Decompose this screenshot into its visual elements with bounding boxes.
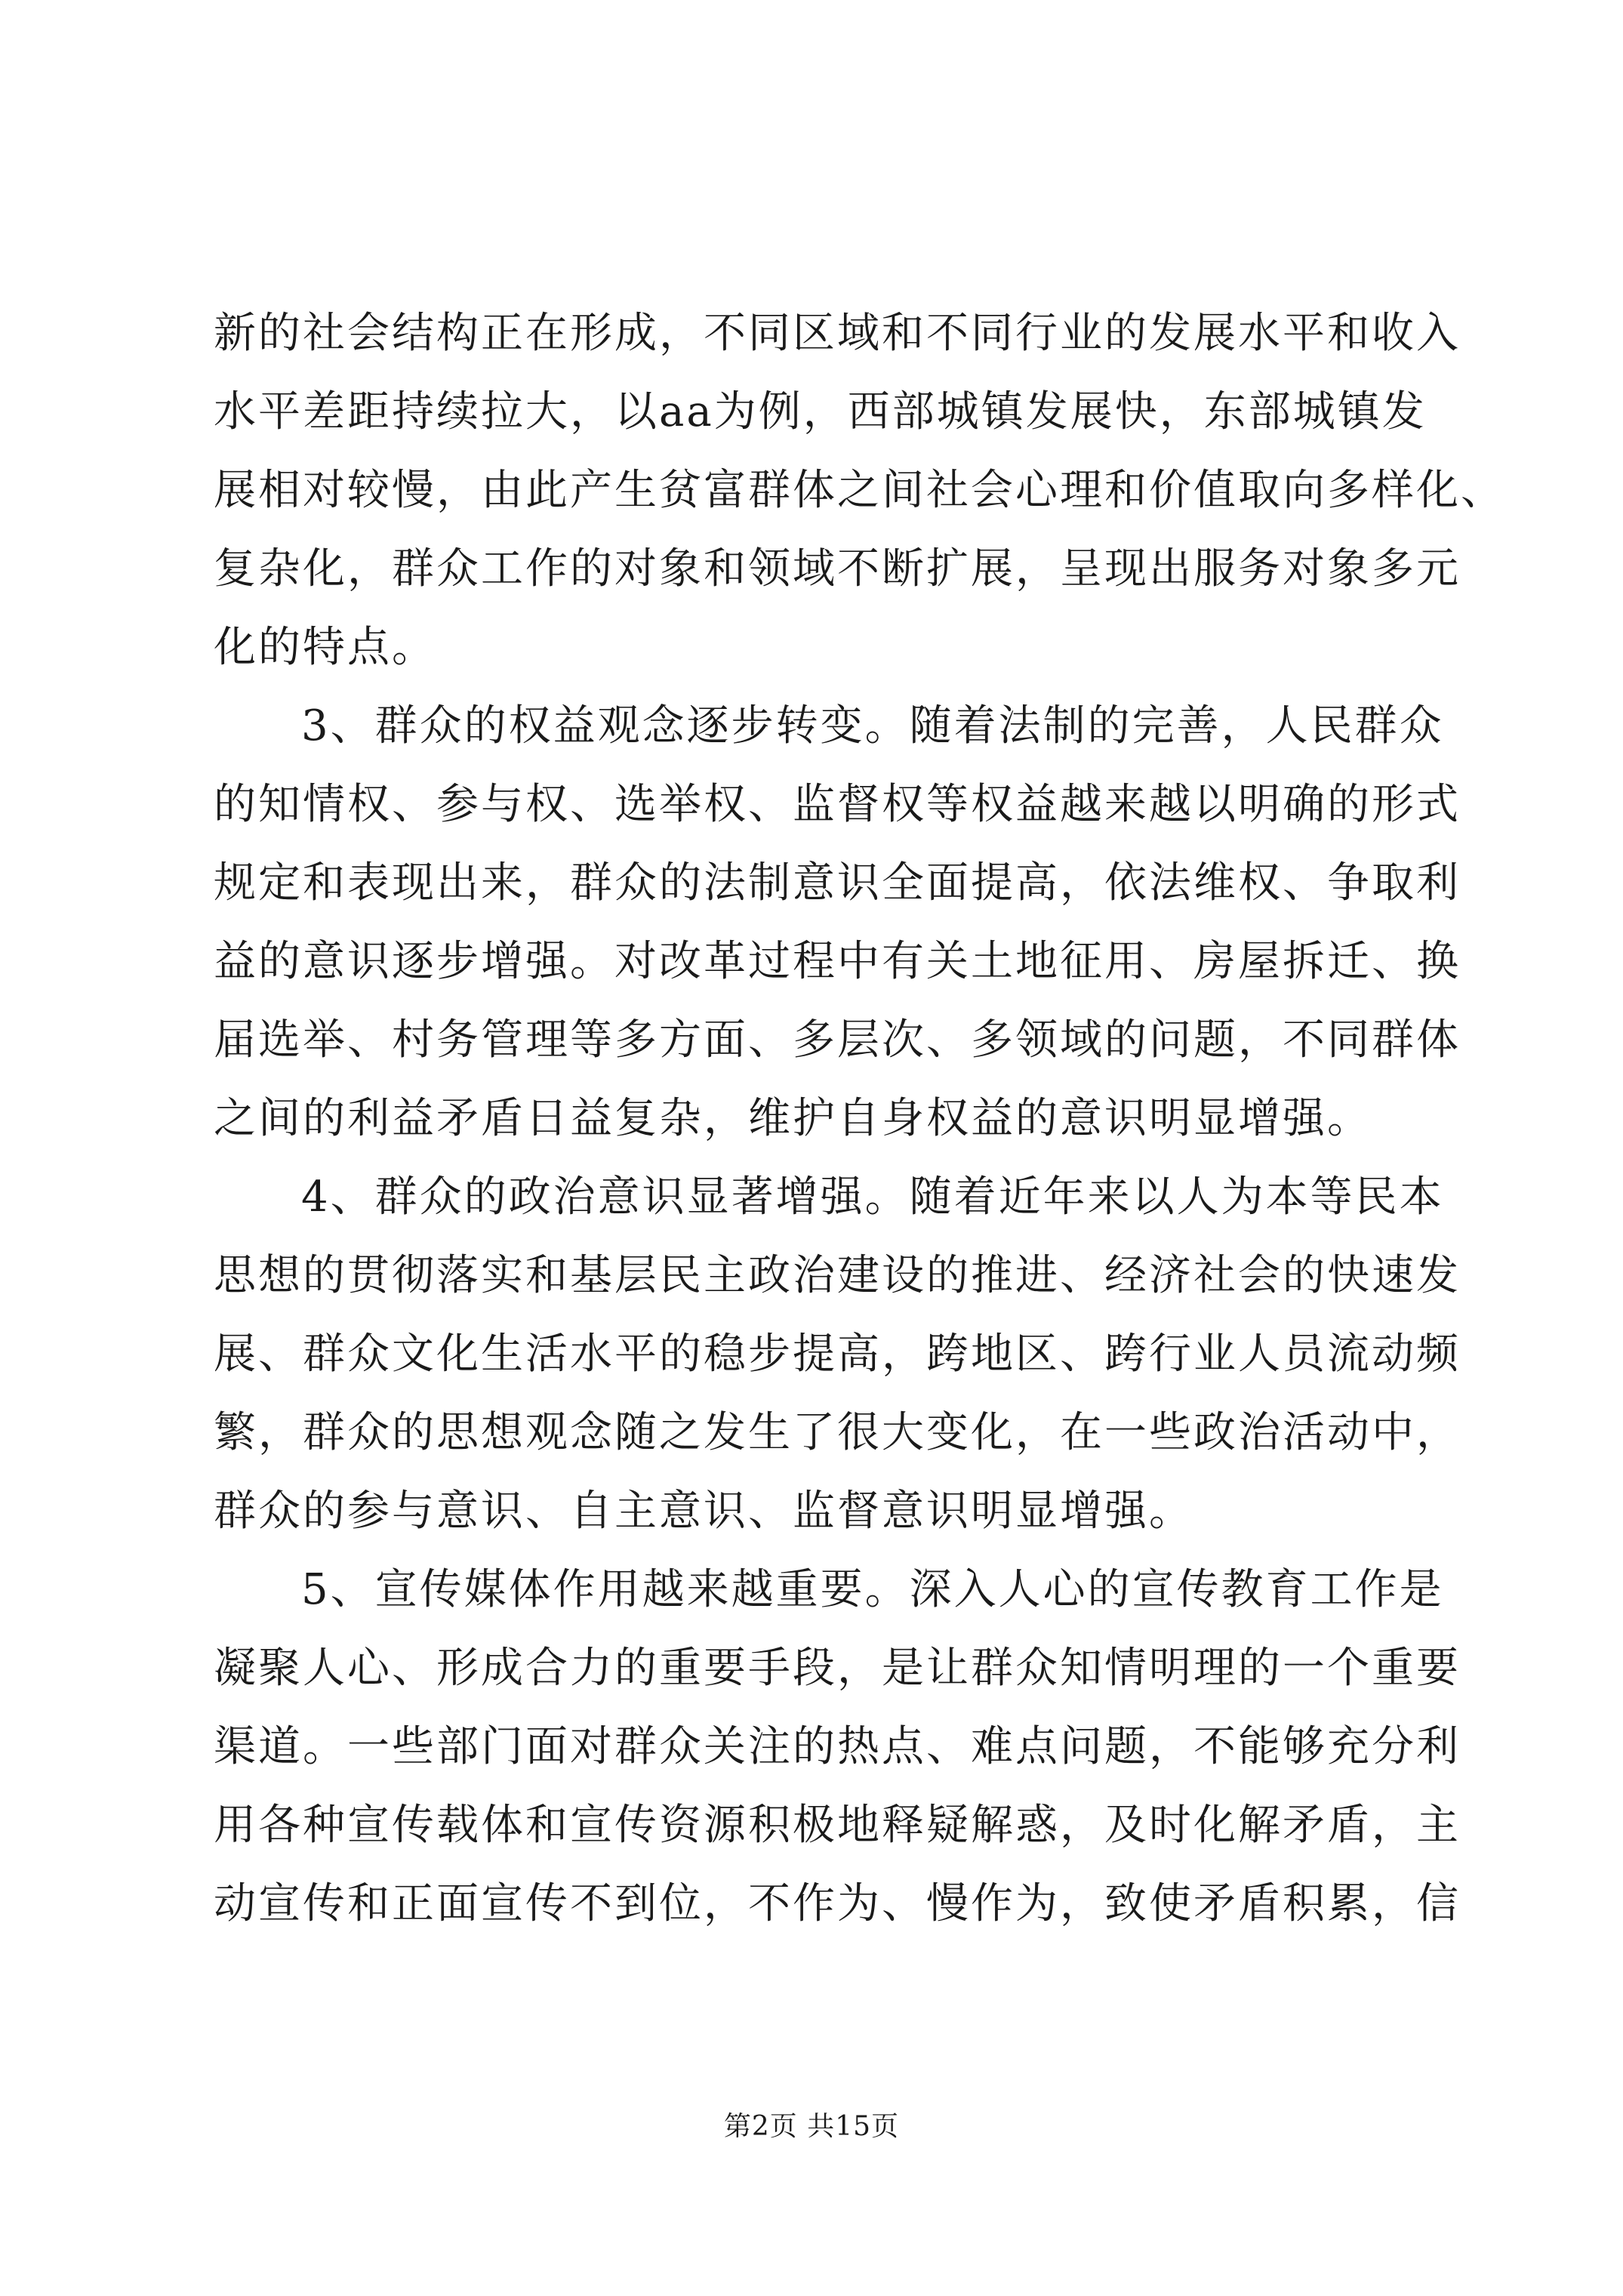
text-line: 的知情权、参与权、选举权、监督权等权益越来越以明确的形式 — [214, 780, 1461, 829]
page-number-footer: 第2页 共15页 — [723, 2111, 900, 2142]
text-line: 繁，群众的思想观念随之发生了很大变化，在一些政治活动中， — [214, 1408, 1461, 1457]
paragraph-start-line: 5、宣传媒体作用越来越重要。深入人心的宣传教育工作是 — [301, 1565, 1444, 1614]
paragraph-start-line: 3、群众的权益观念逐步转变。随着法制的完善，人民群众 — [301, 701, 1444, 750]
text-line: 动宣传和正面宣传不到位，不作为、慢作为，致使矛盾积累，信 — [214, 1879, 1461, 1928]
text-line: 展相对较慢，由此产生贫富群体之间社会心理和价值取向多样化、 — [214, 466, 1505, 515]
text-line: 渠道。一些部门面对群众关注的热点、难点问题，不能够充分利 — [214, 1722, 1461, 1771]
text-line: 届选举、村务管理等多方面、多层次、多领域的问题，不同群体 — [214, 1015, 1461, 1065]
text-line: 思想的贯彻落实和基层民主政治建设的推进、经济社会的快速发 — [214, 1251, 1461, 1300]
paragraph-start-line: 4、群众的政治意识显著增强。随着近年来以人为本等民本 — [301, 1173, 1444, 1222]
text-line: 群众的参与意识、自主意识、监督意识明显增强。 — [214, 1487, 1193, 1536]
document-body — [214, 294, 1504, 1943]
text-line: 之间的利益矛盾日益复杂，维护自身权益的意识明显增强。 — [214, 1094, 1372, 1143]
text-line: 新的社会结构正在形成，不同区域和不同行业的发展水平和收入 — [214, 309, 1461, 358]
text-line: 益的意识逐步增强。对改革过程中有关土地征用、房屋拆迁、换 — [214, 937, 1461, 986]
text-line: 用各种宣传载体和宣传资源积极地释疑解惑，及时化解矛盾，主 — [214, 1801, 1461, 1850]
text-line: 化的特点。 — [214, 623, 436, 672]
text-line: 水平差距持续拉大，以aa为例，西部城镇发展快，东部城镇发 — [214, 387, 1427, 436]
text-line: 复杂化，群众工作的对象和领域不断扩展，呈现出服务对象多元 — [214, 544, 1461, 593]
text-line: 凝聚人心、形成合力的重要手段，是让群众知情明理的一个重要 — [214, 1644, 1461, 1693]
text-line: 规定和表现出来，群众的法制意识全面提高，依法维权、争取利 — [214, 858, 1461, 908]
text-line: 展、群众文化生活水平的稳步提高，跨地区、跨行业人员流动频 — [214, 1330, 1461, 1379]
